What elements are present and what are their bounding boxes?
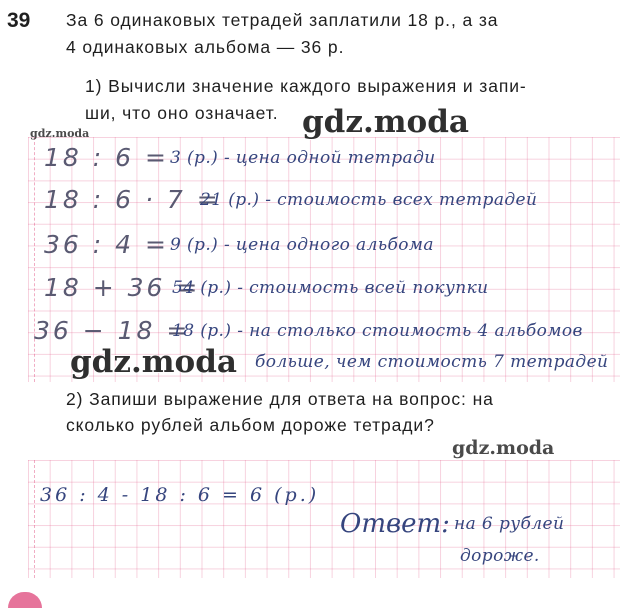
result-note-2: 21 (р.) - стоимость всех тетрадей bbox=[200, 190, 538, 210]
expression-3: 36 : 4 = bbox=[44, 230, 169, 259]
watermark-right: gdz.moda bbox=[452, 437, 555, 459]
answer-line-1: на 6 рублей bbox=[454, 514, 565, 534]
grid-margin-line-2 bbox=[34, 460, 35, 578]
answer-line-2: дороже. bbox=[460, 546, 540, 566]
task-text-line-1: За 6 одинаковых тетрадей заплатили 18 р., а за bbox=[66, 10, 499, 30]
expression-5: 36 − 18 = bbox=[34, 316, 191, 345]
expression-1: 18 : 6 = bbox=[44, 143, 169, 172]
watermark-small: gdz.moda bbox=[30, 127, 90, 140]
part2-text-line-2: сколько рублей альбом дороже тетради? bbox=[66, 415, 435, 435]
part1-text-line-1: 1) Вычисли значение каждого выражения и запи- bbox=[85, 76, 527, 96]
expression-2: 18 : 6 · 7 = bbox=[44, 185, 221, 214]
part2-text-line-1: 2) Запиши выражение для ответа на вопрос: на bbox=[66, 389, 494, 409]
task-text-line-2: 4 одинаковых альбома — 36 р. bbox=[66, 37, 345, 57]
watermark-top: gdz.moda bbox=[302, 104, 469, 140]
result-note-5: 18 (р.) - на столько стоимость 4 альбомов bbox=[172, 321, 583, 341]
result-note-3: 9 (р.) - цена одного альбома bbox=[170, 235, 434, 255]
part1-text-line-2: ши, что оно означает. bbox=[85, 103, 279, 123]
result-note-4: 54 (р.) - стоимость всей покупки bbox=[172, 278, 489, 298]
task-number: 39 bbox=[7, 9, 31, 32]
part2-expression: 36 : 4 - 18 : 6 = 6 (р.) bbox=[40, 484, 320, 506]
result-note-1: 3 (р.) - цена одной тетради bbox=[170, 148, 436, 168]
result-note-5-continued: больше, чем стоимость 7 тетрадей bbox=[255, 352, 609, 372]
grid-margin-line bbox=[34, 137, 35, 382]
answer-label: Ответ: bbox=[340, 509, 450, 539]
expression-4: 18 + 36 = bbox=[44, 273, 201, 302]
next-task-number-badge bbox=[8, 592, 42, 608]
watermark-middle: gdz.moda bbox=[70, 344, 237, 380]
